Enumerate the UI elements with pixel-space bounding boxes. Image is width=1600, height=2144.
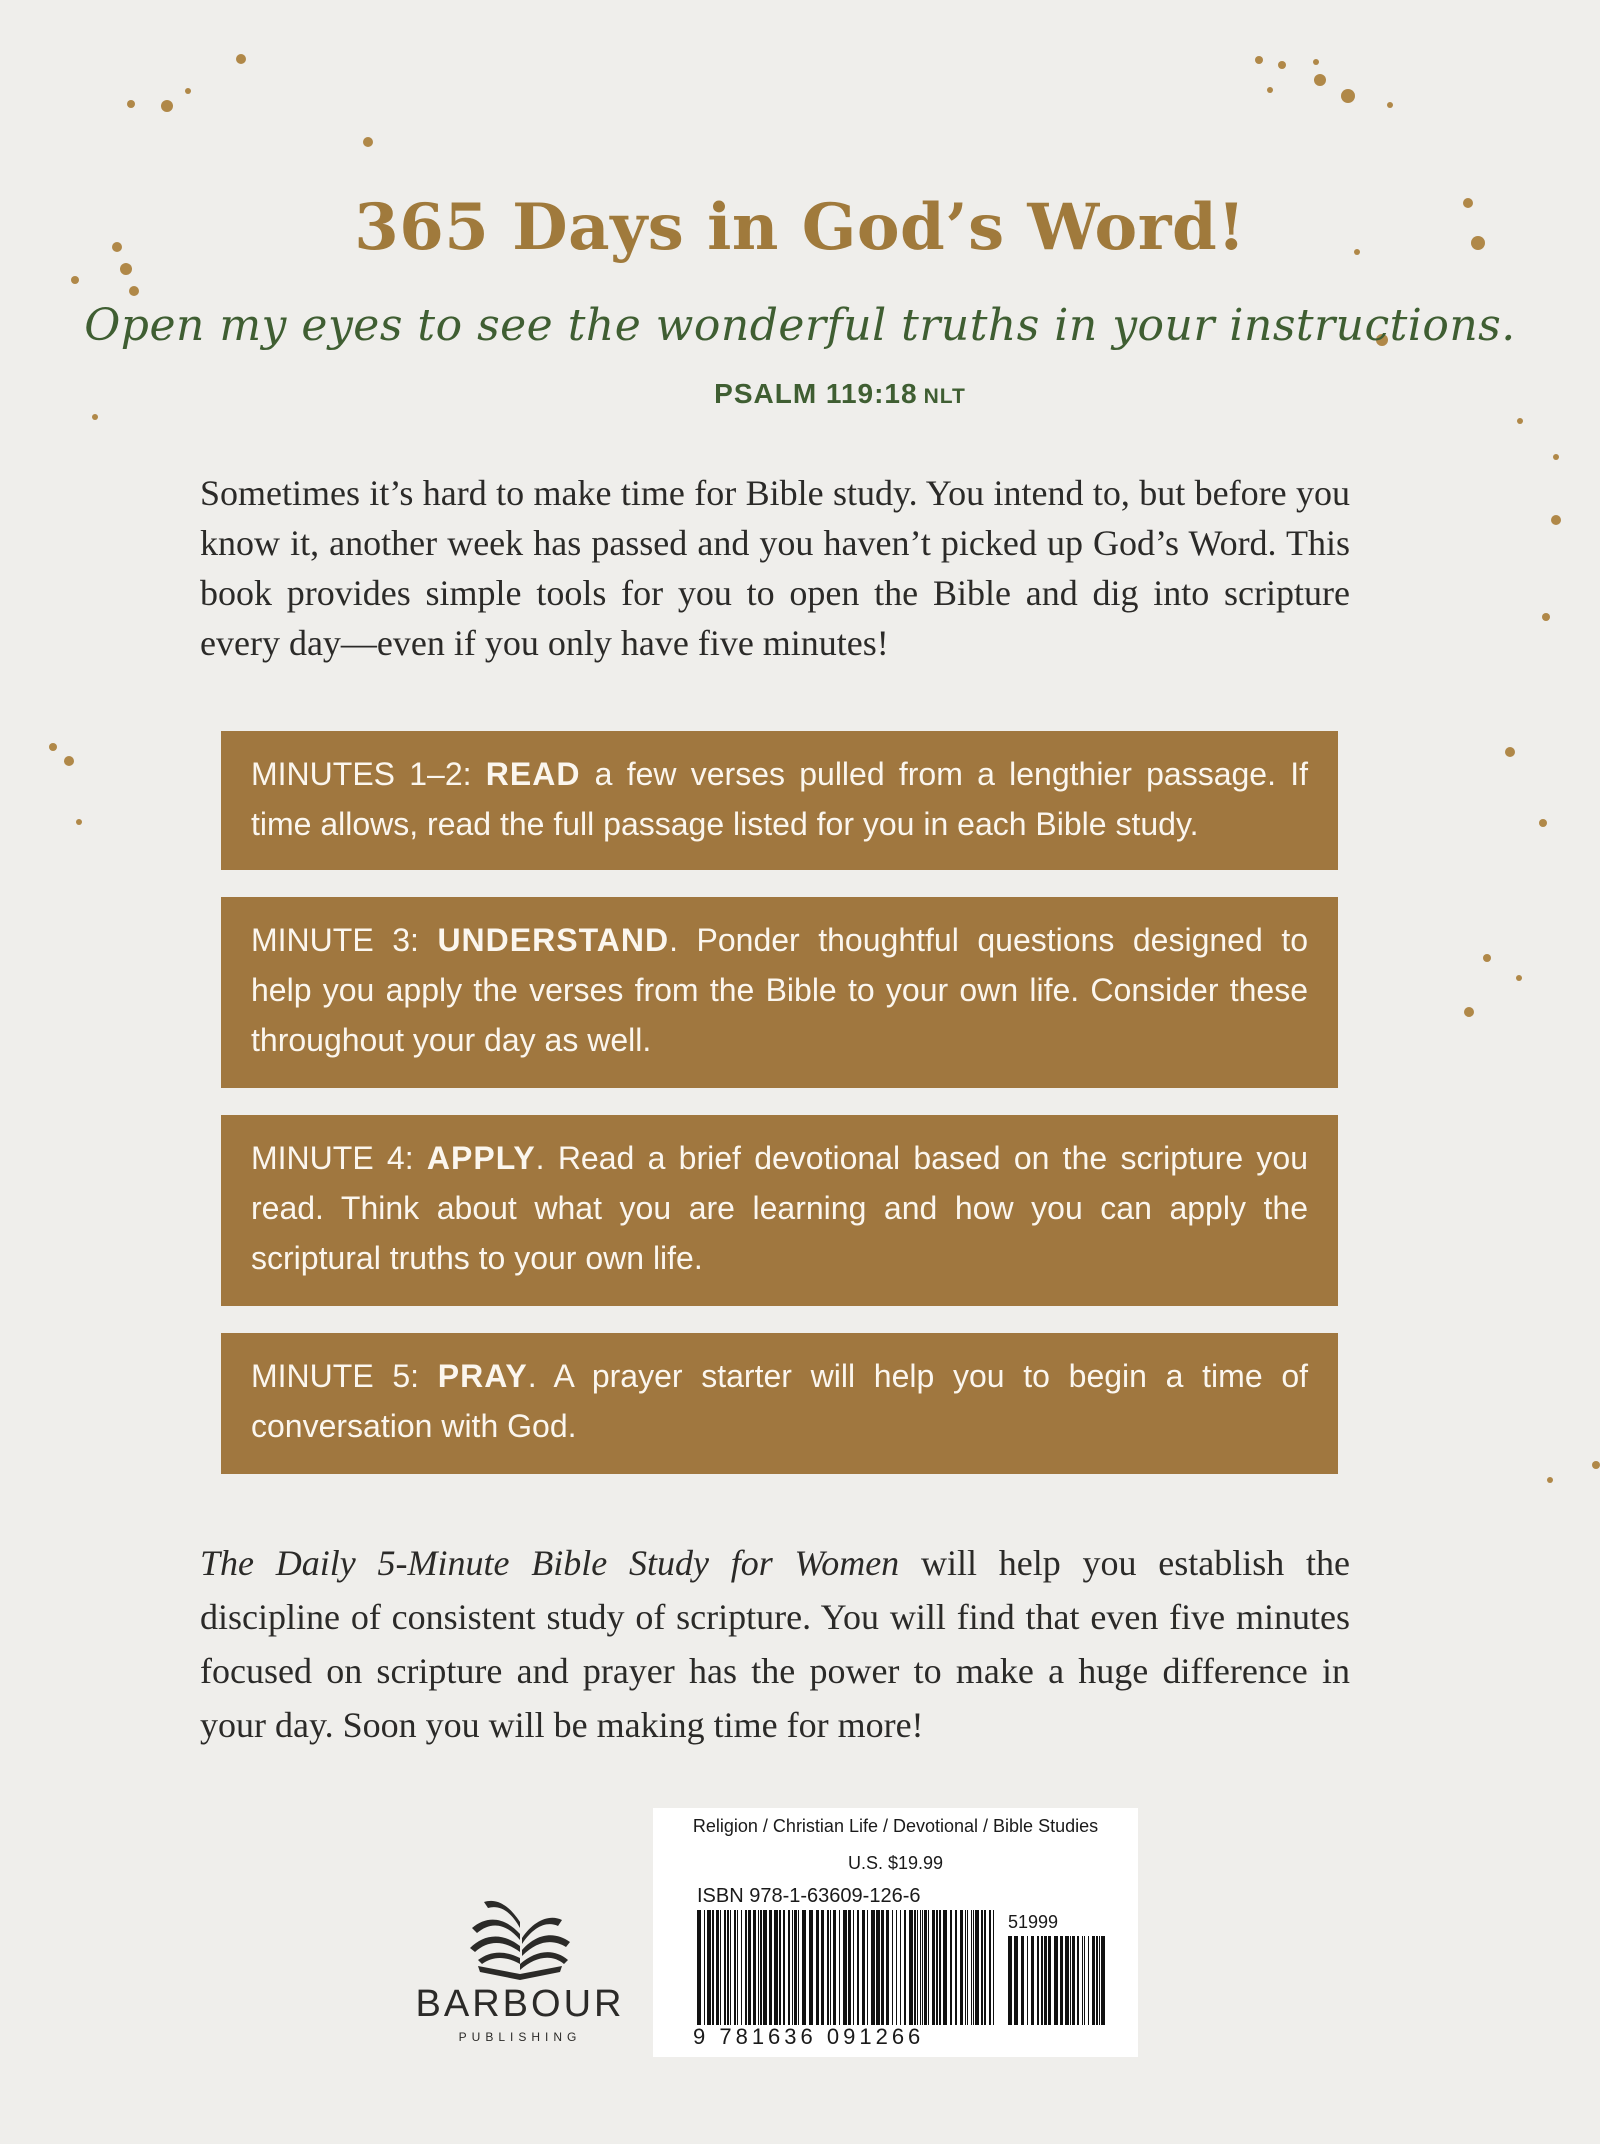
step-keyword: UNDERSTAND xyxy=(437,922,670,958)
step-box-understand xyxy=(221,897,1338,1088)
book-category: Religion / Christian Life / Devotional / Bible Studies xyxy=(692,1816,1099,1836)
step-keyword: APPLY xyxy=(426,1140,536,1176)
step-keyword: READ xyxy=(485,756,581,792)
isbn-number: ISBN 978-1-63609-126-6 xyxy=(697,1885,921,1907)
price-barcode-icon xyxy=(1008,1936,1106,2025)
scripture-reference-text: PSALM 119:18 xyxy=(714,378,918,409)
intro-paragraph: Sometimes it’s hard to make time for Bible study. You intend to, but before you know it, another week has passed and you haven’t picked up God’s Word. This book provides simple tools for you to open the Bible and dig into scripture every day—even if you only have five minutes! xyxy=(200,473,1350,663)
step-text: . Read a brief devotional based on the scripture you read. Think about what you are learning and how you can apply the scriptural truths to your own life. xyxy=(251,1140,1309,1276)
scripture-version: NLT xyxy=(923,385,966,408)
publisher-subtitle: PUBLISHING xyxy=(458,2030,582,2044)
steps-list xyxy=(221,731,1338,1501)
price-code: 51999 xyxy=(1008,1912,1059,1932)
scripture-reference xyxy=(640,378,1040,410)
step-prefix: MINUTE 5: xyxy=(251,1358,438,1394)
step-box-read xyxy=(221,731,1338,870)
closing-text: will help you establish the discipline of consistent study of scripture. You will find that even five minutes focused on scripture and prayer has the power to make a huge difference in your day. Soon you will be making time for more! xyxy=(200,1543,1350,1745)
step-text: . Ponder thoughtful questions designed to help you apply the verses from the Bible to your own life. Consider these throughout your day as well. xyxy=(251,922,1308,1058)
book-price: U.S. $19.99 xyxy=(847,1853,944,1873)
barcode-digits: 9 781636 091266 xyxy=(693,2024,925,2049)
barcode-label xyxy=(653,1808,1138,2057)
step-box-apply xyxy=(221,1115,1338,1306)
closing-paragraph xyxy=(200,1536,1350,1752)
page-title: 365 Days in God’s Word! xyxy=(354,190,1246,265)
isbn-barcode-icon xyxy=(697,1910,997,2025)
step-prefix: MINUTE 4: xyxy=(251,1140,427,1176)
scripture-quote: Open my eyes to see the wonderful truths in your instructions. xyxy=(84,300,1516,351)
step-prefix: MINUTES 1–2: xyxy=(251,756,486,792)
book-title: The Daily 5-Minute Bible Study for Women xyxy=(200,1543,900,1583)
step-box-pray xyxy=(221,1333,1338,1474)
step-text: . A prayer starter will help you to begin a time of conversation with God. xyxy=(251,1358,1308,1444)
step-keyword: PRAY xyxy=(437,1358,528,1394)
step-text: a few verses pulled from a lengthier passage. If time allows, read the full passage listed for you in each Bible study. xyxy=(251,756,1309,842)
publisher-name: BARBOUR xyxy=(415,1983,625,2025)
step-prefix: MINUTE 3: xyxy=(251,922,438,958)
